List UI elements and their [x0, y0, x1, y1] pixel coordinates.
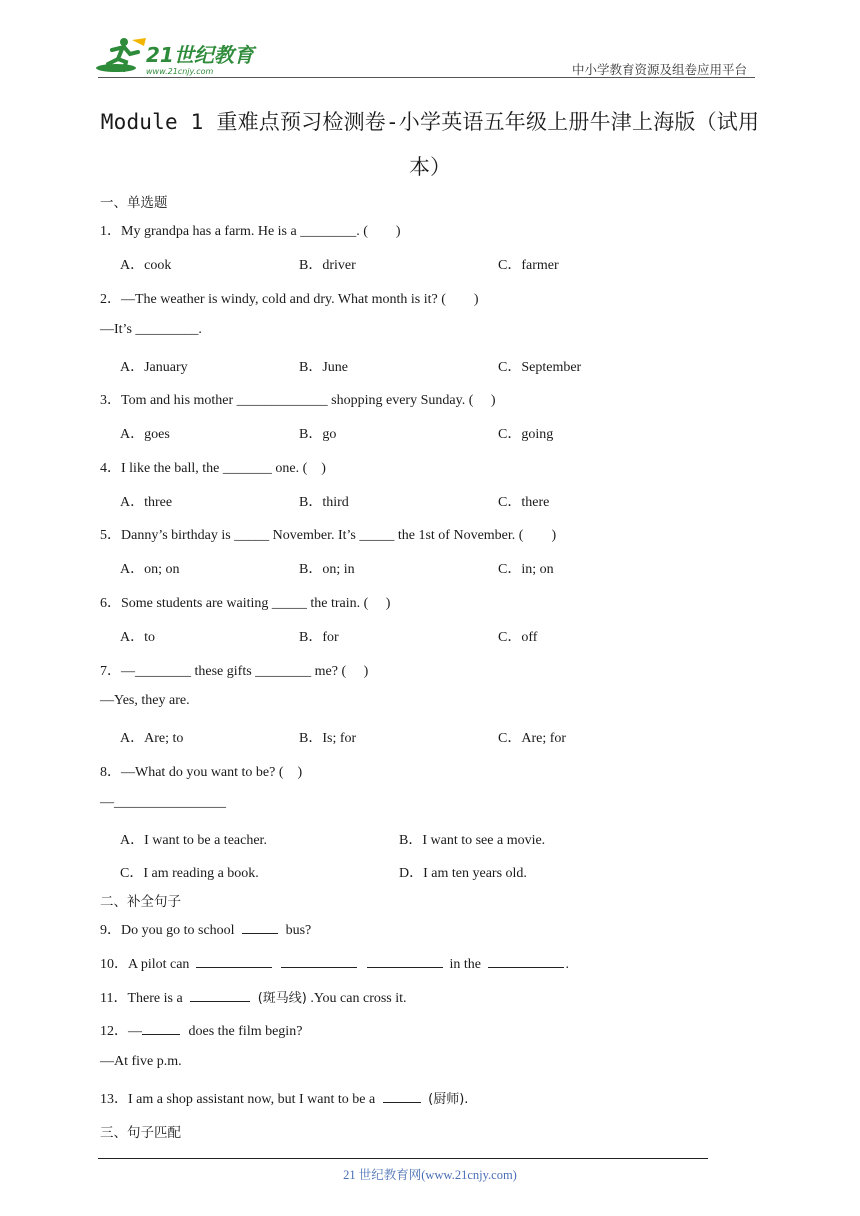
question-6-option-b[interactable]: B．for	[299, 630, 339, 645]
question-10-blank-4[interactable]	[488, 955, 564, 968]
logo-text: 21世纪教育	[146, 43, 254, 67]
question-8-line2: —________________	[100, 795, 226, 810]
question-7-option-a[interactable]: A．Are; to	[120, 731, 184, 746]
question-12-blank[interactable]	[142, 1022, 180, 1035]
question-12-text-post: does the film begin?	[188, 1024, 303, 1039]
question-8-option-b[interactable]: B．I want to see a movie.	[399, 833, 546, 848]
question-10-blank-3[interactable]	[367, 955, 443, 968]
question-5-option-b[interactable]: B．on; in	[299, 562, 355, 577]
question-7-line2: —Yes, they are.	[100, 693, 190, 708]
question-13-blank[interactable]	[383, 1090, 421, 1103]
question-8-option-d[interactable]: D．I am ten years old.	[399, 866, 527, 881]
footer-divider	[98, 1158, 708, 1159]
page-title-line2: 本）	[409, 155, 451, 179]
question-3-stem: 3．Tom and his mother _____________ shopping every Sunday. ( )	[100, 393, 496, 408]
question-2-option-c[interactable]: C．September	[498, 360, 582, 375]
question-2-line2: —It’s _________.	[100, 322, 202, 337]
question-10	[100, 953, 569, 973]
section-heading-sentence-matching: 三、句子匹配	[100, 1125, 181, 1141]
question-5-stem: 5．Danny’s birthday is _____ November. It’s _____ the 1st of November. ( )	[100, 528, 557, 543]
question-9-text: 9．Do you go to school	[100, 923, 235, 938]
question-13-text: 13．I am a shop assistant now, but I want to be a	[100, 1092, 376, 1107]
question-6-option-a[interactable]: A．to	[120, 630, 155, 645]
question-2-option-b[interactable]: B．June	[299, 360, 348, 375]
question-10-text-post: .	[565, 957, 569, 972]
header-platform-text: 中小学教育资源及组卷应用平台	[572, 63, 748, 77]
page-title-line1: Module 1 重难点预习检测卷-小学英语五年级上册牛津上海版（试用	[100, 110, 760, 134]
question-8-stem: 8．—What do you want to be? ( )	[100, 765, 303, 780]
question-1-option-b[interactable]: B．driver	[299, 258, 356, 273]
question-4-option-b[interactable]: B．third	[299, 495, 349, 510]
question-12	[100, 1020, 302, 1040]
question-4-stem: 4．I like the ball, the _______ one. ( )	[100, 461, 326, 476]
question-10-blank-1[interactable]	[196, 955, 272, 968]
question-10-blank-2[interactable]	[281, 955, 357, 968]
logo-url: www.21cnjy.com	[146, 67, 214, 76]
question-11	[100, 987, 407, 1007]
header-divider	[98, 77, 755, 78]
question-7-option-b[interactable]: B．Is; for	[299, 731, 357, 746]
footer-text[interactable]: 21 世纪教育网(www.21cnjy.com)	[343, 1168, 517, 1182]
site-logo	[94, 34, 264, 78]
question-4-option-c[interactable]: C．there	[498, 495, 550, 510]
question-8-option-a[interactable]: A．I want to be a teacher.	[120, 833, 267, 848]
section-heading-single-choice: 一、单选题	[100, 195, 168, 211]
question-6-stem: 6．Some students are waiting _____ the train. ( )	[100, 596, 391, 611]
question-6-option-c[interactable]: C．off	[498, 630, 538, 645]
question-9	[100, 919, 311, 939]
question-11-text-post: .You can cross it.	[310, 991, 407, 1006]
question-1-option-c[interactable]: C．farmer	[498, 258, 559, 273]
question-11-hint: (斑马线)	[257, 991, 307, 1006]
question-9-text-post: bus?	[285, 923, 312, 938]
question-3-option-c[interactable]: C．going	[498, 427, 554, 442]
question-12-line2: —At five p.m.	[100, 1054, 182, 1069]
question-3-option-a[interactable]: A．goes	[120, 427, 170, 442]
question-10-text-mid: in the	[449, 957, 481, 972]
question-11-blank[interactable]	[190, 989, 250, 1002]
question-4-option-a[interactable]: A．three	[120, 495, 173, 510]
question-3-option-b[interactable]: B．go	[299, 427, 337, 442]
question-1-stem: 1．My grandpa has a farm. He is a ________. ( )	[100, 224, 401, 239]
question-10-text: 10．A pilot can	[100, 957, 190, 972]
question-13	[100, 1088, 468, 1108]
question-5-option-c[interactable]: C．in; on	[498, 562, 554, 577]
question-7-option-c[interactable]: C．Are; for	[498, 731, 567, 746]
question-13-hint: (厨师).	[428, 1092, 469, 1107]
question-2-stem: 2．—The weather is windy, cold and dry. What month is it? ( )	[100, 292, 479, 307]
question-5-option-a[interactable]: A．on; on	[120, 562, 180, 577]
question-1-option-a[interactable]: A．cook	[120, 258, 172, 273]
question-12-text: 12．—	[100, 1024, 142, 1039]
question-7-stem: 7．—________ these gifts ________ me? ( )	[100, 664, 369, 679]
question-2-option-a[interactable]: A．January	[120, 360, 188, 375]
question-11-text: 11．There is a	[100, 991, 183, 1006]
section-heading-complete-sentences: 二、补全句子	[100, 894, 181, 910]
question-9-blank[interactable]	[242, 921, 278, 934]
question-8-option-c[interactable]: C．I am reading a book.	[120, 866, 259, 881]
